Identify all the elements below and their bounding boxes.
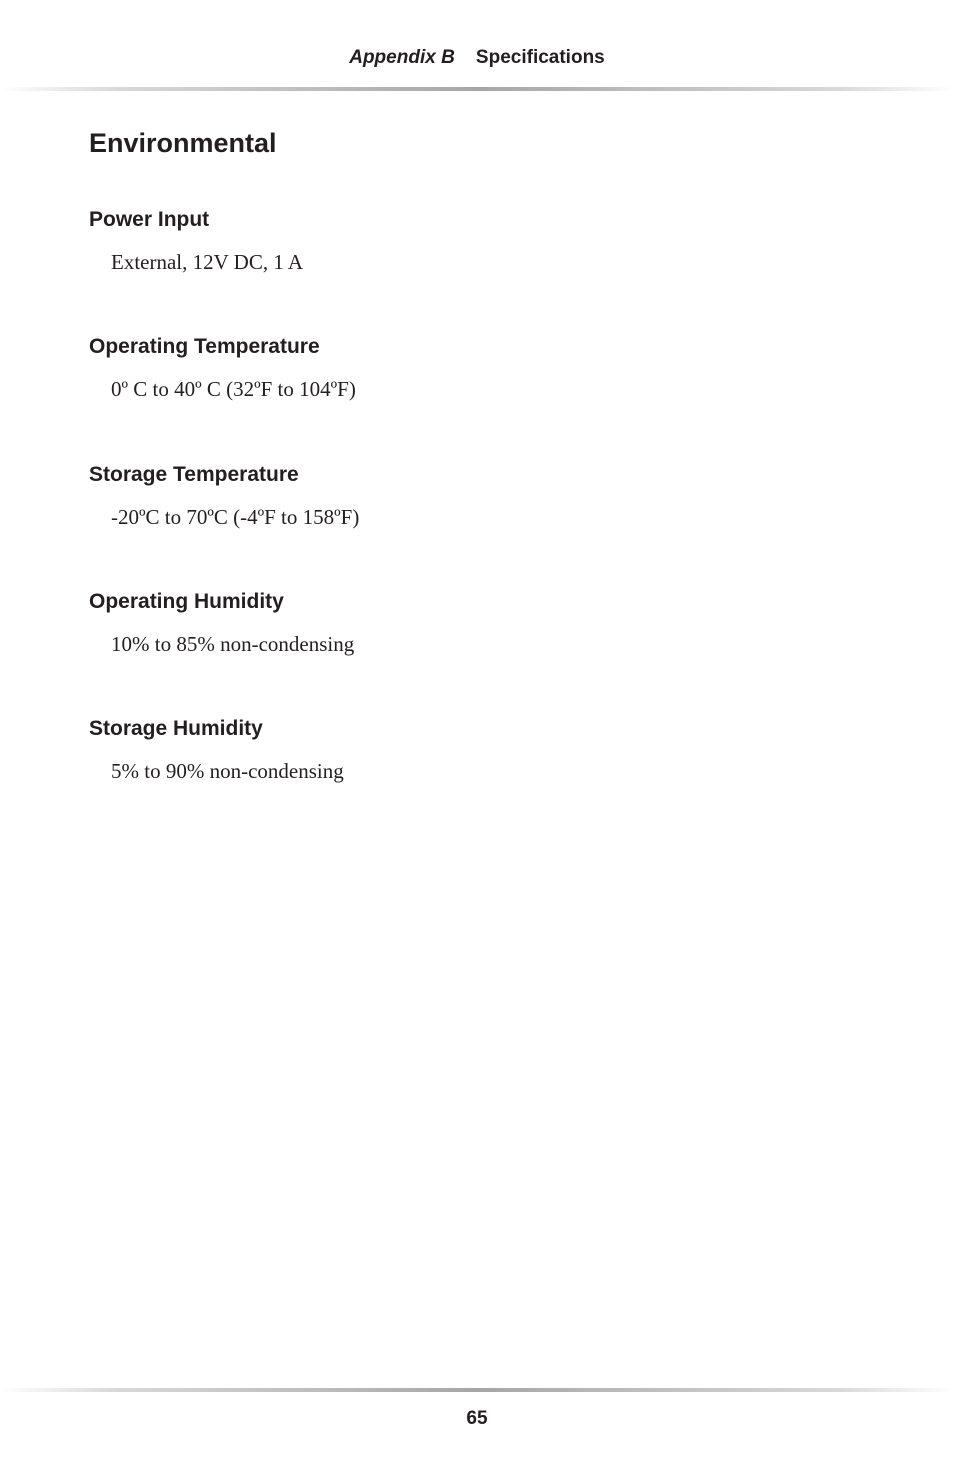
spec-storage-temperature (89, 461, 869, 531)
spec-power-input (89, 206, 869, 276)
running-header (0, 45, 954, 71)
header-title: Specifications (475, 47, 605, 68)
spec-heading: Operating Temperature (89, 335, 320, 358)
header-divider (0, 87, 954, 91)
spec-value: 10% to 85% non-condensing (111, 632, 355, 656)
spec-value: 0º C to 40º C (32ºF to 104ºF) (111, 377, 356, 401)
header-appendix: Appendix B (349, 47, 455, 68)
spec-heading: Storage Temperature (89, 463, 299, 486)
section-title: Environmental (89, 128, 277, 158)
spec-value: 5% to 90% non-condensing (111, 759, 344, 783)
spec-storage-humidity (89, 715, 869, 785)
spec-heading: Operating Humidity (89, 590, 284, 613)
spec-operating-humidity (89, 588, 869, 658)
page-number: 65 (466, 1408, 488, 1429)
spec-heading: Storage Humidity (89, 717, 263, 740)
header-spacer (460, 47, 471, 68)
spec-operating-temperature (89, 333, 869, 403)
spec-value: -20ºC to 70ºC (-4ºF to 158ºF) (111, 505, 360, 529)
spec-heading: Power Input (89, 208, 210, 231)
spec-value: External, 12V DC, 1 A (111, 250, 304, 274)
footer-divider (0, 1388, 954, 1392)
